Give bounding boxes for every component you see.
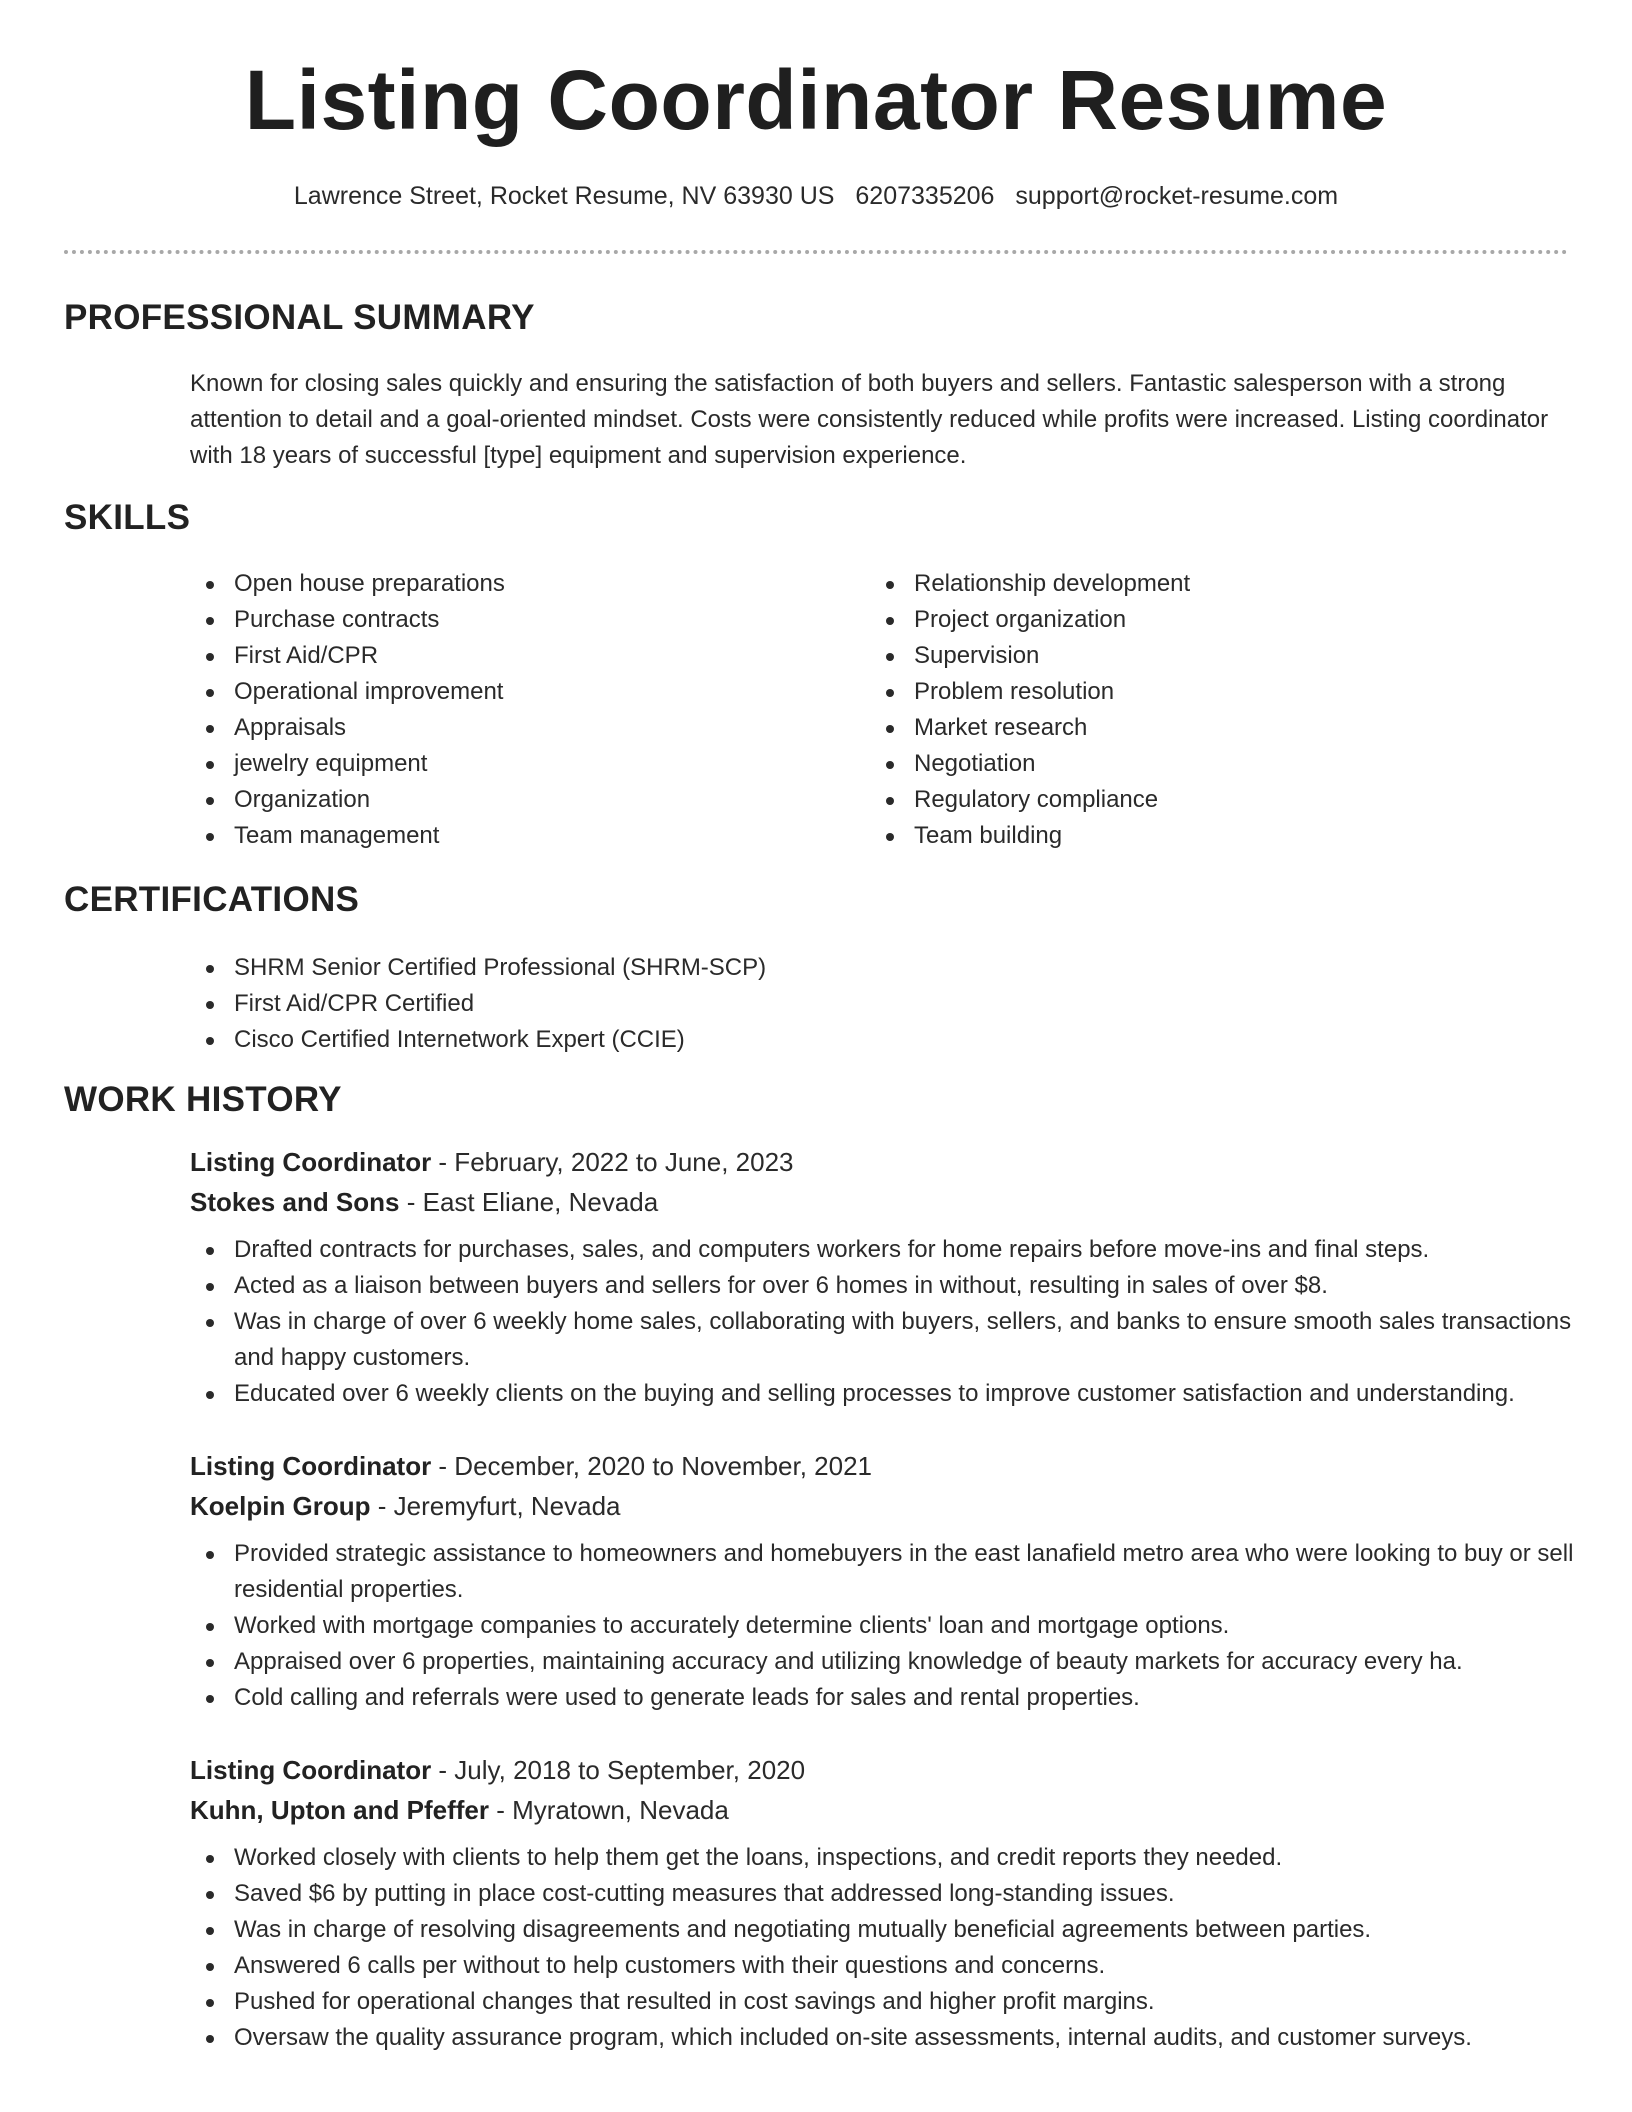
job-bullets (190, 1232, 1580, 1412)
job-location: - Myratown, Nevada (488, 1795, 729, 1825)
skill-item: Relationship development (870, 566, 1520, 602)
job-company: Kuhn, Upton and Pfeffer (190, 1795, 489, 1825)
job-bullet: Was in charge of resolving disagreements and negotiating mutually beneficial agreements between parties. (190, 1912, 1580, 1948)
contact-email[interactable]: support@rocket-resume.com (1015, 182, 1339, 210)
resume-title: Listing Coordinator Resume (244, 53, 1388, 147)
job-bullet: Pushed for operational changes that resulted in cost savings and higher profit margins. (190, 1984, 1580, 2020)
certifications-list (190, 950, 1570, 1058)
contact-address: Lawrence Street, Rocket Resume, NV 63930 US (293, 182, 835, 210)
job-entry (190, 1750, 1580, 2056)
skill-item: Market research (870, 710, 1520, 746)
job-bullets (190, 1840, 1580, 2056)
skill-item: Problem resolution (870, 674, 1520, 710)
certification-item: Cisco Certified Internetwork Expert (CCIE) (190, 1022, 1570, 1058)
job-company: Koelpin Group (190, 1491, 371, 1521)
job-bullet: Provided strategic assistance to homeowners and homebuyers in the east lanafield metro area who were looking to buy or sell residential properties. (190, 1536, 1580, 1608)
certification-item: SHRM Senior Certified Professional (SHRM-SCP) (190, 950, 1570, 986)
skills-heading: SKILLS (64, 498, 191, 537)
job-title-line (190, 1142, 1580, 1182)
skill-item: Operational improvement (190, 674, 840, 710)
certification-item: First Aid/CPR Certified (190, 986, 1570, 1022)
job-bullet: Worked closely with clients to help them get the loans, inspections, and credit reports they needed. (190, 1840, 1580, 1876)
skill-item: Regulatory compliance (870, 782, 1520, 818)
summary-heading: PROFESSIONAL SUMMARY (64, 298, 535, 337)
summary-text: Known for closing sales quickly and ensuring the satisfaction of both buyers and sellers. Fantastic salesperson with a strong attention to detail and a goal-oriented mindset. Costs were consistently reduced while profits were increased. Listing coordinator with 18 years of successful [type] equipment and supervision experience. (190, 370, 1549, 469)
job-location: - Jeremyfurt, Nevada (370, 1491, 621, 1521)
skill-item: First Aid/CPR (190, 638, 840, 674)
job-bullet: Drafted contracts for purchases, sales, and computers workers for home repairs before move-ins and final steps. (190, 1232, 1580, 1268)
job-dates: - February, 2022 to June, 2023 (431, 1147, 794, 1177)
skill-item: Supervision (870, 638, 1520, 674)
job-bullet: Acted as a liaison between buyers and sellers for over 6 homes in without, resulting in sales of over $8. (190, 1268, 1580, 1304)
skill-item: Team building (870, 818, 1520, 854)
job-title-line (190, 1750, 1580, 1790)
job-title: Listing Coordinator (190, 1451, 432, 1481)
job-bullet: Cold calling and referrals were used to generate leads for sales and rental properties. (190, 1680, 1580, 1716)
job-title-line (190, 1446, 1580, 1486)
job-bullets (190, 1536, 1580, 1716)
job-bullet: Answered 6 calls per without to help customers with their questions and concerns. (190, 1948, 1580, 1984)
skill-item: Organization (190, 782, 840, 818)
header-divider (64, 250, 1568, 254)
job-bullet: Was in charge of over 6 weekly home sales, collaborating with buyers, sellers, and banks to ensure smooth sales transactions and happy customers. (190, 1304, 1580, 1376)
job-company-line (190, 1790, 1580, 1830)
skill-item: Open house preparations (190, 566, 840, 602)
job-company: Stokes and Sons (190, 1187, 400, 1217)
job-company-line (190, 1182, 1580, 1222)
job-dates: - December, 2020 to November, 2021 (431, 1451, 873, 1481)
work-history-heading: WORK HISTORY (64, 1080, 342, 1119)
job-entry (190, 1446, 1580, 1716)
contact-info (0, 182, 1632, 211)
certifications-heading: CERTIFICATIONS (64, 880, 360, 919)
job-bullet: Oversaw the quality assurance program, which included on-site assessments, internal audits, and customer surveys. (190, 2020, 1580, 2056)
skill-item: Appraisals (190, 710, 840, 746)
job-bullet: Saved $6 by putting in place cost-cutting measures that addressed long-standing issues. (190, 1876, 1580, 1912)
job-location: - East Eliane, Nevada (399, 1187, 659, 1217)
job-dates: - July, 2018 to September, 2020 (431, 1755, 806, 1785)
contact-phone: 6207335206 (855, 182, 995, 210)
skill-item: Project organization (870, 602, 1520, 638)
skills-list-left (190, 566, 840, 854)
job-company-line (190, 1486, 1580, 1526)
skills-list-right (870, 566, 1520, 854)
job-bullet: Appraised over 6 properties, maintaining accuracy and utilizing knowledge of beauty markets for accuracy every ha. (190, 1644, 1580, 1680)
skill-item: jewelry equipment (190, 746, 840, 782)
skill-item: Team management (190, 818, 840, 854)
skill-item: Negotiation (870, 746, 1520, 782)
job-title: Listing Coordinator (190, 1147, 432, 1177)
skill-item: Purchase contracts (190, 602, 840, 638)
job-bullet: Worked with mortgage companies to accurately determine clients' loan and mortgage options. (190, 1608, 1580, 1644)
job-entry (190, 1142, 1580, 1412)
job-title: Listing Coordinator (190, 1755, 432, 1785)
job-bullet: Educated over 6 weekly clients on the buying and selling processes to improve customer satisfaction and understanding. (190, 1376, 1580, 1412)
